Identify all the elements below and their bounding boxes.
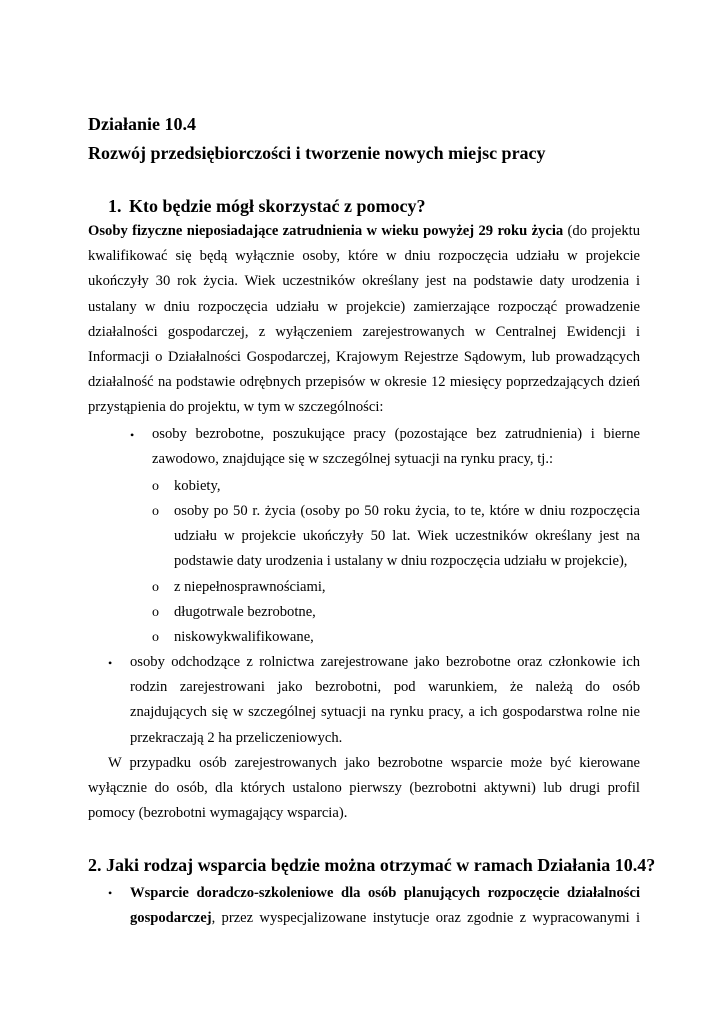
section2-bullet-item: Wsparcie doradczo-szkoleniowe dla osób planujących rozpoczęcie działalności gospodarczej, przez wyspecjalizowane instytucje oraz zgodnie z wypracowanymi i (130, 881, 640, 931)
closing-paragraph: wyłącznie do osób, dla których ustalono pierwszy (bezrobotni aktywni) lub drugi profil pomocy (bezrobotni wymagający wsparcia). (88, 780, 640, 822)
section1-number: 1. (108, 196, 122, 216)
bullet-item-1: osoby bezrobotne, poszukujące pracy (pozostające bez zatrudnienia) i bierne zawodowo, znajdujące się w szczególnej sytuacji na rynku pracy, tj.: (152, 426, 640, 468)
intro-line-2: kwalifikować się będą wyłącznie osoby, które w dniu rozpoczęcia udziału w projekcie (88, 248, 640, 265)
sub-bullet-icon: o (152, 605, 159, 620)
sub-bullet-icon: o (152, 504, 159, 519)
document-subtitle: Rozwój przedsiębiorczości i tworzenie nowych miejsc pracy (88, 143, 546, 163)
bullet-icon: • (108, 656, 113, 670)
intro-line-1: Osoby fizyczne nieposiadające zatrudnienia w wieku powyżej 29 roku życia (do projektu (88, 223, 640, 239)
section1-title: Kto będzie mógł skorzystać z pomocy? (129, 196, 426, 216)
sub-bullet-icon: o (152, 630, 159, 645)
closing-line-1: W przypadku osób zarejestrowanych jako bezrobotne wsparcie może być kierowane (108, 755, 640, 771)
intro-line-4: ustalany w dniu rozpoczęcia udziału w projekcie) zamierzające rozpocząć prowadzenie (88, 298, 640, 315)
bullet-icon: • (130, 428, 135, 442)
sub-bullet-icon: o (152, 580, 159, 595)
sub-item-4: długotrwale bezrobotne, (174, 604, 316, 620)
sub-item-1: kobiety, (174, 478, 221, 494)
sub-bullet-icon: o (152, 479, 159, 494)
section2-bullet-line-2: gospodarczej, przez wyspecjalizowane instytucje oraz zgodnie z wypracowanymi i (130, 910, 640, 927)
document-title: Działanie 10.4 (88, 114, 196, 134)
intro-line-8: przystąpienia do projektu, w tym w szczególności: (88, 399, 384, 416)
bullet-icon: • (108, 886, 113, 900)
section1-intro (88, 219, 640, 421)
intro-line-7: działalność na podstawie odrębnych przepisów w okresie 12 miesięcy poprzedzających dzień (88, 374, 640, 391)
intro-line-6: Informacji o Działalności Gospodarczej, Krajowym Rejestrze Sądowym, lub prowadzących (88, 348, 640, 365)
intro-line-3: ukończyły 30 rok życia. Wiek uczestników określany jest na podstawie daty urodzenia i (88, 273, 640, 290)
intro-bold-text: Osoby fizyczne nieposiadające zatrudnienia w wieku powyżej 29 roku życia (88, 223, 564, 239)
bullet-item-2: osoby odchodzące z rolnictwa zarejestrowane jako bezrobotne oraz członkowie ich rodzin zarejestrowani jako bezrobotni, pod warunkiem, że należą do osób znajdujących się w szczególnej sytuacji na rynku pracy, a ich gospodarstwa rolne nie przekraczają 2 ha przeliczeniowych. (130, 654, 640, 746)
sub-item-2: osoby po 50 r. życia (osoby po 50 roku życia, to te, które w dniu rozpoczęcia udziału w projekcie ukończyły 50 lat. Wiek uczestników określany jest na podstawie daty urodzenia i ustalany w dniu rozpoczęcia udziału w projekcie), (174, 503, 640, 570)
sub-item-5: niskowykwalifikowane, (174, 629, 314, 645)
intro-line-5: działalności gospodarczej, z wyłączeniem zarejestrowanych w Centralnej Ewidencji i (88, 323, 640, 340)
sub-item-3: z niepełnosprawnościami, (174, 579, 326, 595)
section2-title: 2. Jaki rodzaj wsparcia będzie można otrzymać w ramach Działania 10.4? (88, 855, 656, 875)
